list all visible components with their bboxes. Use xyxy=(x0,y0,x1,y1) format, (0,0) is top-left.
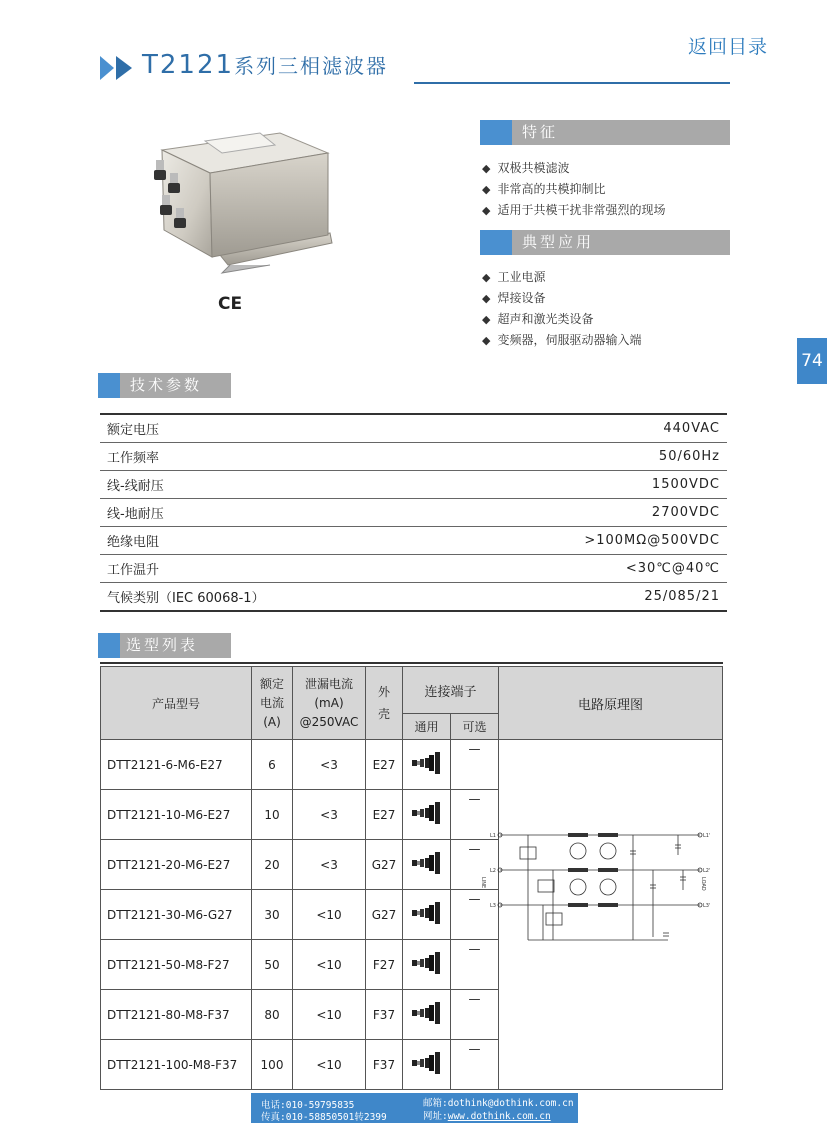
back-to-contents-link[interactable]: 返回目录 xyxy=(688,36,769,58)
cell-current: 10 xyxy=(252,790,293,840)
cell-terminal-std xyxy=(403,790,451,840)
terminal-connector-icon xyxy=(411,801,443,823)
param-label: 额定电压 xyxy=(100,414,435,443)
applications-list xyxy=(482,267,641,351)
diamond-bullet-icon: ◆ xyxy=(482,271,491,284)
terminal-connector-icon xyxy=(411,751,443,773)
features-title: 特征 xyxy=(522,123,559,141)
ce-mark: CE xyxy=(218,294,243,314)
cell-terminal-std xyxy=(403,740,451,790)
tech-params-table xyxy=(100,413,727,612)
cell-model: DTT2121-100-M8-F37 xyxy=(101,1040,252,1090)
cell-terminal-std xyxy=(403,890,451,940)
tech-params-title: 技术参数 xyxy=(130,376,203,394)
footer-web-label: 网址:www.dothink.com.cn xyxy=(423,1111,551,1122)
param-value: >100MΩ@500VDC xyxy=(435,527,727,555)
col-header-terminal-opt: 可选 xyxy=(451,714,499,740)
list-item: ◆ 工业电源 xyxy=(482,267,641,288)
cell-model: DTT2121-50-M8-F27 xyxy=(101,940,252,990)
terminal-connector-icon xyxy=(411,1051,443,1073)
cell-leakage: <10 xyxy=(293,890,366,940)
param-value: 2700VDC xyxy=(435,499,727,527)
table-row xyxy=(100,583,727,612)
cell-model: DTT2121-80-M8-F37 xyxy=(101,990,252,1040)
param-label: 气候类别（IEC 60068-1） xyxy=(100,583,435,612)
circuit-label-l3-out: L3' xyxy=(703,903,711,909)
cell-current: 30 xyxy=(252,890,293,940)
cell-terminal-opt: — xyxy=(451,940,499,990)
cell-leakage: <3 xyxy=(293,740,366,790)
circuit-label-l2: L2 xyxy=(490,868,496,874)
cell-terminal-opt: — xyxy=(451,740,499,790)
cell-current: 20 xyxy=(252,840,293,890)
circuit-label-l2-out: L2' xyxy=(703,868,711,874)
cell-terminal-opt: — xyxy=(451,990,499,1040)
col-header-terminal: 连接端子 xyxy=(403,667,499,714)
tech-params-section-header xyxy=(98,373,231,398)
applications-title: 典型应用 xyxy=(522,233,595,251)
param-label: 线-线耐压 xyxy=(100,471,435,499)
list-item: ◆ 非常高的共模抑制比 xyxy=(482,179,665,200)
list-item: ◆ 变频器，伺服驱动器输入端 xyxy=(482,330,641,351)
cell-model: DTT2121-10-M6-E27 xyxy=(101,790,252,840)
selection-title: 选型列表 xyxy=(126,636,199,654)
cell-terminal-opt: — xyxy=(451,1040,499,1090)
param-value: 50/60Hz xyxy=(435,443,727,471)
cell-terminal-std xyxy=(403,990,451,1040)
cell-terminal-std xyxy=(403,940,451,990)
selection-table-topline xyxy=(100,662,723,664)
footer-email[interactable]: 邮箱:dothink@dothink.com.cn xyxy=(423,1098,574,1109)
list-item: ◆ 双极共模滤波 xyxy=(482,158,665,179)
cell-case: E27 xyxy=(366,740,403,790)
page-number-tab: 74 xyxy=(797,338,827,384)
terminal-connector-icon xyxy=(411,901,443,923)
param-label: 工作温升 xyxy=(100,555,435,583)
cell-case: F37 xyxy=(366,1040,403,1090)
cell-current: 100 xyxy=(252,1040,293,1090)
features-section-header xyxy=(480,120,730,145)
cell-terminal-std xyxy=(403,840,451,890)
cell-leakage: <10 xyxy=(293,990,366,1040)
list-item: ◆ 超声和激光类设备 xyxy=(482,309,641,330)
cell-terminal-opt: — xyxy=(451,890,499,940)
param-label: 工作频率 xyxy=(100,443,435,471)
footer-web-link[interactable]: www.dothink.com.cn xyxy=(447,1111,551,1122)
cell-case: F27 xyxy=(366,940,403,990)
table-row xyxy=(100,471,727,499)
col-header-case: 外 壳 xyxy=(366,667,403,740)
selection-section-header xyxy=(98,633,231,658)
circuit-diagram xyxy=(480,825,716,945)
table-row xyxy=(100,555,727,583)
cell-terminal-opt: — xyxy=(451,790,499,840)
param-value: 1500VDC xyxy=(435,471,727,499)
table-row xyxy=(100,443,727,471)
list-item: ◆ 焊接设备 xyxy=(482,288,641,309)
list-item: ◆ 适用于共模干扰非常强烈的现场 xyxy=(482,200,665,221)
col-header-terminal-std: 通用 xyxy=(403,714,451,740)
param-value: 440VAC xyxy=(435,414,727,443)
col-header-model: 产品型号 xyxy=(101,667,252,740)
page-title xyxy=(142,50,388,80)
param-value: 25/085/21 xyxy=(435,583,727,612)
applications-section-header xyxy=(480,230,730,255)
diamond-bullet-icon: ◆ xyxy=(482,162,491,175)
cell-case: E27 xyxy=(366,790,403,840)
cell-leakage: <3 xyxy=(293,840,366,890)
diamond-bullet-icon: ◆ xyxy=(482,204,491,217)
cell-model: DTT2121-30-M6-G27 xyxy=(101,890,252,940)
title-underline xyxy=(414,82,730,84)
features-list xyxy=(482,158,665,221)
product-image xyxy=(150,125,340,275)
table-row xyxy=(101,740,723,790)
circuit-label-l1-out: L1' xyxy=(703,833,711,839)
table-row xyxy=(100,414,727,443)
col-header-current: 额定 电流 (A) xyxy=(252,667,293,740)
footer-contact-bar xyxy=(251,1093,578,1123)
col-header-circuit: 电路原理图 xyxy=(499,667,723,740)
cell-current: 80 xyxy=(252,990,293,1040)
table-row xyxy=(100,527,727,555)
cell-case: G27 xyxy=(366,890,403,940)
cell-case: G27 xyxy=(366,840,403,890)
cell-current: 50 xyxy=(252,940,293,990)
diamond-bullet-icon: ◆ xyxy=(482,292,491,305)
circuit-label-line: LINE xyxy=(480,877,486,889)
cell-terminal-std xyxy=(403,1040,451,1090)
cell-model: DTT2121-20-M6-E27 xyxy=(101,840,252,890)
cell-leakage: <10 xyxy=(293,1040,366,1090)
cell-leakage: <3 xyxy=(293,790,366,840)
table-row xyxy=(100,499,727,527)
circuit-label-load: LOAD xyxy=(700,877,706,891)
col-header-leakage: 泄漏电流 (mA) @250VAC xyxy=(293,667,366,740)
diamond-bullet-icon: ◆ xyxy=(482,334,491,347)
terminal-connector-icon xyxy=(411,1001,443,1023)
terminal-connector-icon xyxy=(411,851,443,873)
title-model: T2121 xyxy=(142,50,235,80)
terminal-connector-icon xyxy=(411,951,443,973)
cell-model: DTT2121-6-M6-E27 xyxy=(101,740,252,790)
cell-current: 6 xyxy=(252,740,293,790)
circuit-label-l1: L1 xyxy=(490,833,496,839)
cell-case: F37 xyxy=(366,990,403,1040)
footer-phone: 电话:010-59795835 xyxy=(261,1100,355,1111)
cell-terminal-opt: — xyxy=(451,840,499,890)
footer-fax: 传真:010-58850501转2399 xyxy=(261,1112,387,1123)
param-value: <30℃@40℃ xyxy=(435,555,727,583)
param-label: 绝缘电阻 xyxy=(100,527,435,555)
param-label: 线-地耐压 xyxy=(100,499,435,527)
diamond-bullet-icon: ◆ xyxy=(482,313,491,326)
diamond-bullet-icon: ◆ xyxy=(482,183,491,196)
circuit-label-l3: L3 xyxy=(490,903,496,909)
title-text: 系列三相滤波器 xyxy=(234,54,389,78)
cell-leakage: <10 xyxy=(293,940,366,990)
